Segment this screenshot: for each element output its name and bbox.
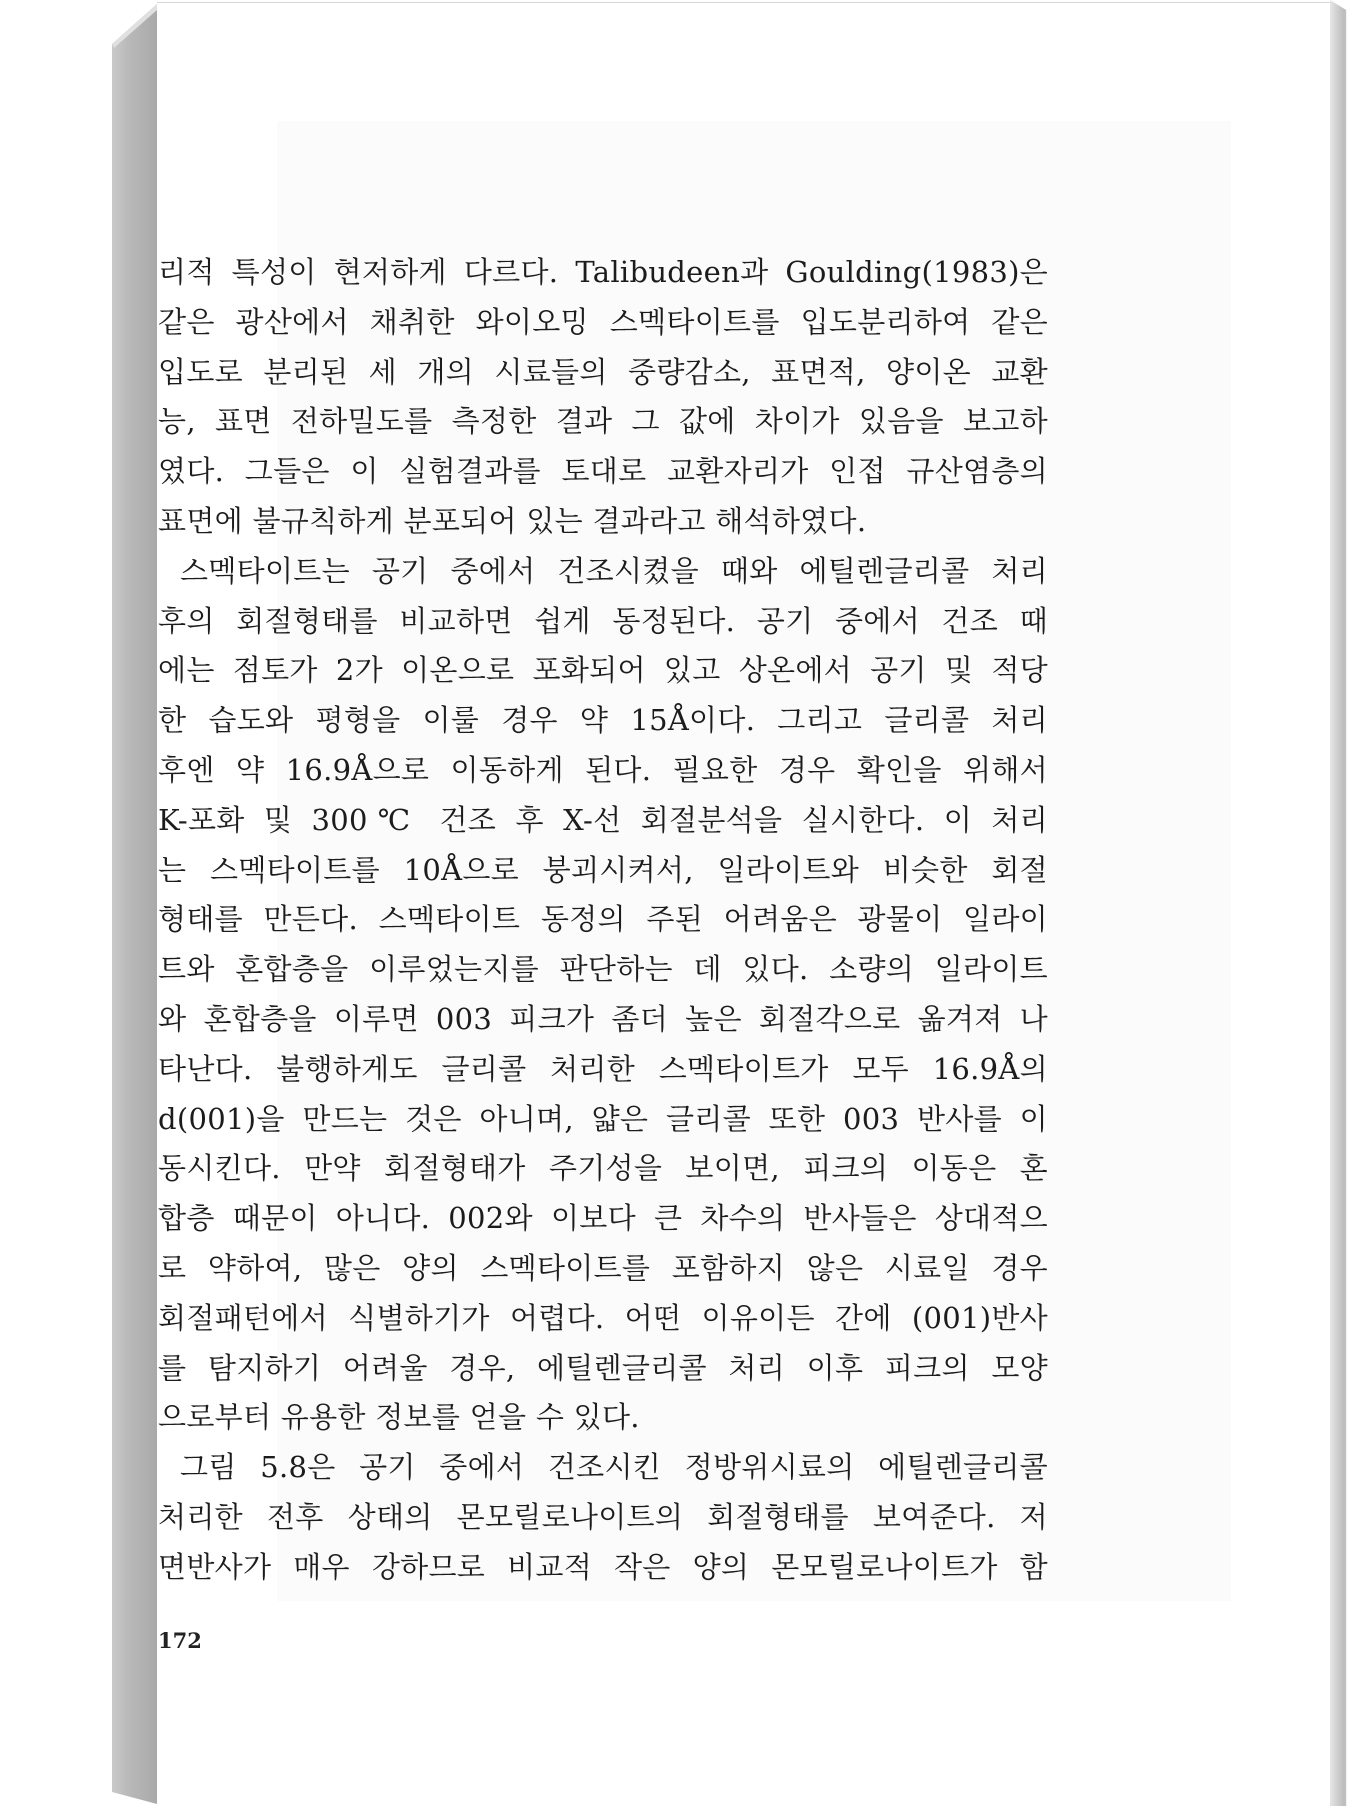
text-line: 후엔 약 16.9Å으로 이동하게 된다. 필요한 경우 확인을 위해서 <box>158 752 1048 787</box>
text-line: 표면에 불규칙하게 분포되어 있는 결과라고 해석하였다. <box>158 503 867 538</box>
text-line: 스멕타이트는 공기 중에서 건조시켰을 때와 에틸렌글리콜 처리 <box>180 553 1048 588</box>
text-line: 타난다. 불행하게도 글리콜 처리한 스멕타이트가 모두 16.9Å의 <box>158 1051 1048 1086</box>
text-line: 합층 때문이 아니다. 002와 이보다 큰 차수의 반사들은 상대적으 <box>158 1201 1048 1236</box>
text-line: 트와 혼합층을 이루었는지를 판단하는 데 있다. 소량의 일라이트 <box>158 952 1048 987</box>
body-text <box>158 248 1048 1593</box>
text-line: 동시킨다. 만약 회절형태가 주기성을 보이면, 피크의 이동은 혼 <box>158 1151 1048 1186</box>
text-line: 한 습도와 평형을 이룰 경우 약 15Å이다. 그리고 글리콜 처리 <box>158 703 1048 738</box>
text-line: d(001)을 만드는 것은 아니며, 얇은 글리콜 또한 003 반사를 이 <box>158 1101 1048 1136</box>
text-line: 입도로 분리된 세 개의 시료들의 중량감소, 표면적, 양이온 교환 <box>158 354 1048 389</box>
text-line: 리적 특성이 현저하게 다르다. Talibudeen과 Goulding(1983)은 <box>158 255 1048 289</box>
book-right-edge <box>1330 0 1357 1806</box>
text-line: 으로부터 유용한 정보를 얻을 수 있다. <box>158 1400 640 1435</box>
text-line: 면반사가 매우 강하므로 비교적 작은 양의 몬모릴로나이트가 함 <box>158 1549 1048 1584</box>
text-line: 후의 회절형태를 비교하면 쉽게 동정된다. 공기 중에서 건조 때 <box>158 603 1048 638</box>
text-line: 에는 점토가 2가 이온으로 포화되어 있고 상온에서 공기 및 적당 <box>158 653 1048 688</box>
book-spine <box>112 4 157 1804</box>
text-line: 처리한 전후 상태의 몬모릴로나이트의 회절형태를 보여준다. 저 <box>158 1499 1048 1534</box>
text-line: 같은 광산에서 채취한 와이오밍 스멕타이트를 입도분리하여 같은 <box>158 304 1048 339</box>
text-line: 로 약하여, 많은 양의 스멕타이트를 포함하지 않은 시료일 경우 <box>158 1250 1048 1285</box>
page-number: 172 <box>158 1628 202 1653</box>
text-line: 능, 표면 전하밀도를 측정한 결과 그 값에 차이가 있음을 보고하 <box>158 404 1048 439</box>
text-line: 형태를 만든다. 스멕타이트 동정의 주된 어려움은 광물이 일라이 <box>158 902 1048 937</box>
text-line: 를 탐지하기 어려울 경우, 에틸렌글리콜 처리 이후 피크의 모양 <box>158 1350 1048 1385</box>
text-line: 였다. 그들은 이 실험결과를 토대로 교환자리가 인접 규산염층의 <box>158 454 1048 489</box>
text-line: 그림 5.8은 공기 중에서 건조시킨 정방위시료의 에틸렌글리콜 <box>180 1450 1048 1485</box>
text-line: K-포화 및 300℃ 건조 후 X-선 회절분석을 실시한다. 이 처리 <box>158 802 1048 837</box>
text-line: 회절패턴에서 식별하기가 어렵다. 어떤 이유이든 간에 (001)반사 <box>158 1300 1048 1335</box>
text-line: 는 스멕타이트를 10Å으로 붕괴시켜서, 일라이트와 비슷한 회절 <box>158 852 1048 887</box>
text-line: 와 혼합층을 이루면 003 피크가 좀더 높은 회절각으로 옮겨져 나 <box>158 1001 1048 1036</box>
